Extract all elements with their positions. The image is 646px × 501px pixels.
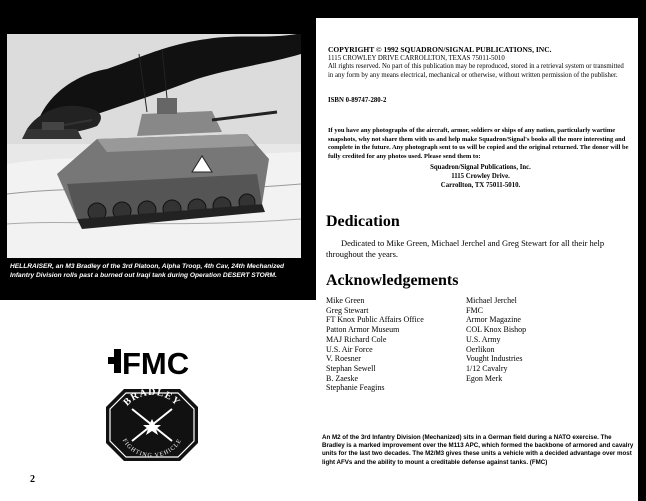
- page-number: 2: [30, 474, 35, 485]
- fmc-logo: [106, 343, 202, 379]
- bradley-illustration: [7, 34, 301, 258]
- ack-item: Stephan Sewell: [326, 363, 376, 373]
- ack-item: FT Knox Public Affairs Office: [326, 315, 424, 325]
- caption-lead: HELLRAISER: [10, 263, 53, 270]
- copyright-block: [316, 0, 646, 208]
- acknowledgements-right-column: [466, 296, 526, 383]
- ack-item: MAJ Richard Cole: [326, 334, 387, 344]
- fmc-logo-text: FMC: [122, 346, 190, 379]
- acknowledgements-heading: Acknowledgements: [326, 272, 459, 289]
- ack-item: Vought Industries: [466, 354, 523, 364]
- ack-item: Stephanie Feagins: [326, 383, 385, 393]
- isbn: ISBN 0-89747-280-2: [328, 97, 387, 104]
- fmc-logo-mark: [106, 343, 202, 379]
- rights-notice: All rights reserved. No part of this publication may be reproduced, stored in a retrieval system or transmitted in any form by any means electrical, mechanical or otherwise, without written permission of the publisher.: [328, 63, 624, 79]
- bradley-fighting-vehicle-emblem: [104, 385, 200, 465]
- ack-item: Egon Merk: [466, 373, 503, 383]
- ack-item: Mike Green: [326, 296, 365, 305]
- photo-caption: [10, 262, 306, 280]
- ack-item: FMC: [466, 305, 483, 315]
- publisher-street: 1115 Crowley Drive.: [451, 173, 510, 180]
- bradley-emblem-top-text: BRADLEY: [121, 386, 183, 409]
- publisher-address: 1115 CROWLEY DRIVE CARROLLTON, TEXAS 75011-5010: [328, 55, 505, 62]
- ack-item: Armor Magazine: [466, 315, 521, 325]
- ack-item: B. Zaeske: [326, 373, 358, 383]
- bradley-emblem-mark: [104, 385, 200, 465]
- photos-request: If you have any photographs of the aircraft, armor, soldiers or ships of any nation, particularly wartime snapshots, why not share them with us and help make Squadron/Signal's books all the more interesting and complete in the future. Any photograph sent to us will be copied and the original returned. The donor will be fully credited for any photos used. Please send them to:: [328, 127, 629, 160]
- photo-panel: [0, 0, 316, 300]
- ack-item: 1/12 Cavalry: [466, 363, 508, 373]
- ack-item: U.S. Army: [466, 334, 501, 344]
- tank-drawing: [7, 34, 301, 258]
- ack-item: Greg Stewart: [326, 305, 369, 315]
- dedication-text: Dedicated to Mike Green, Michael Jerchel and Greg Stewart for all their help throughout the years.: [326, 238, 605, 259]
- bottom-photo-caption: An M2 of the 3rd Infantry Division (Mechanized) sits in a German field during a NATO exercise. The Bradley is a marked improvement over the M113 APC, which formed the backbone of armored and cavalry units for the last two decades. The M2/M3 gives these units a vehicle with a decided advantage over most light AFVs and the ability to mount a creditable defense against tanks. (FMC): [322, 434, 634, 466]
- publisher-name: Squadron/Signal Publications, Inc.: [430, 164, 531, 171]
- copyright-title: COPYRIGHT © 1992 SQUADRON/SIGNAL PUBLICATIONS, INC.: [328, 45, 552, 54]
- ack-item: Patton Armor Museum: [326, 325, 400, 335]
- bradley-emblem-bottom-text: FIGHTING VEHICLE: [120, 437, 184, 460]
- ack-item: Oerlikon: [466, 344, 495, 354]
- acknowledgements-left-column: [326, 296, 424, 393]
- ack-item: V. Roesner: [326, 354, 361, 364]
- ack-item: COL Knox Bishop: [466, 325, 527, 335]
- publisher-contact: [328, 163, 633, 190]
- ack-item: U.S. Air Force: [326, 344, 373, 354]
- ack-item: Michael Jerchel: [466, 296, 517, 305]
- publisher-city: Carrollton, TX 75011-5010.: [440, 182, 521, 189]
- caption-text: , an M3 Bradley of the 3rd Platoon, Alpha Troop, 4th Cav, 24th Mechanized Infantry Division rolls past a burned out Iraqi tank during Operation DESERT STORM.: [10, 263, 285, 279]
- dedication-heading: Dedication: [326, 213, 400, 230]
